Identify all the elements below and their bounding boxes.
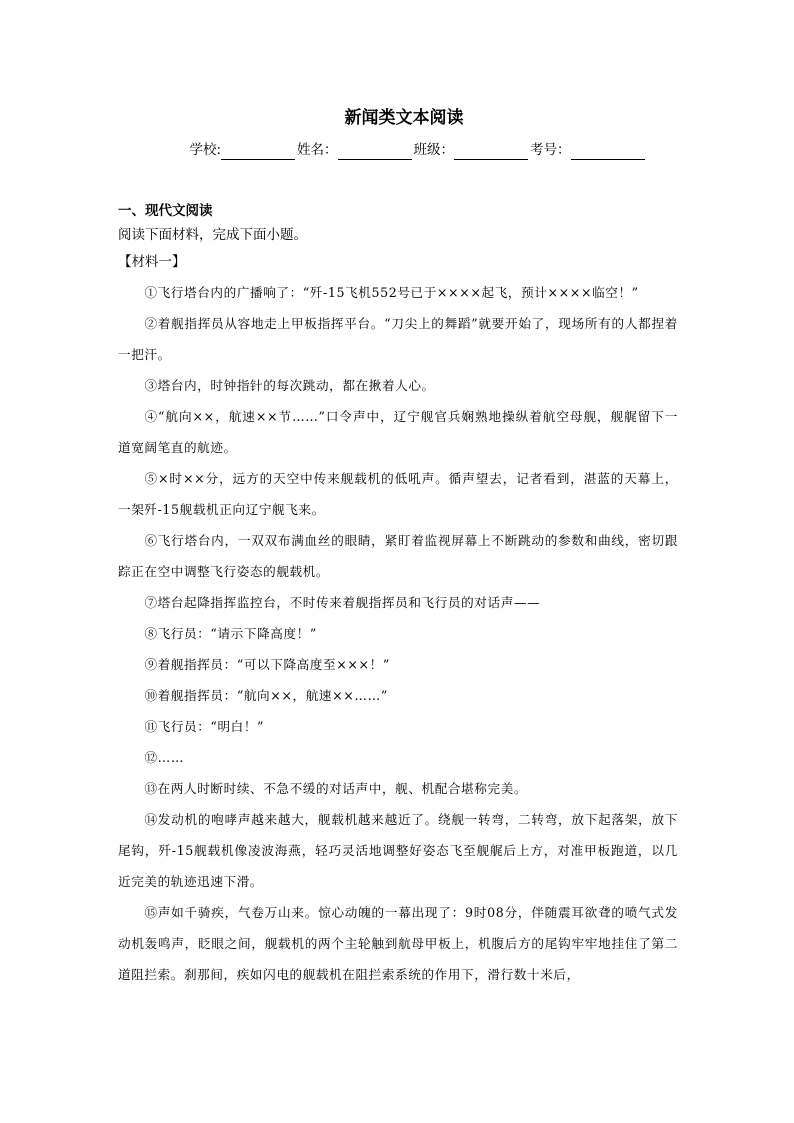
paragraph-text: 着舰指挥员：“可以下降高度至×××！” bbox=[157, 657, 390, 672]
school-blank[interactable] bbox=[221, 143, 295, 160]
paragraph-number: ⑩ bbox=[144, 688, 158, 703]
paragraph-text: ×时××分，远方的天空中传来舰载机的低吼声。循声望去，记者看到，湛蓝的天幕上，一架歼-15舰载机正向辽宁舰飞来。 bbox=[118, 471, 678, 517]
paragraph-text: “航向××，航速××节……”口令声中，辽宁舰官兵娴熟地操纵着航空母舰，舰艉留下一道宽阔笔直的航迹。 bbox=[118, 409, 678, 455]
paragraph-text: 着舰指挥员从容地走上甲板指挥平台。“刀尖上的舞蹈”就要开始了，现场所有的人都捏着一把汗。 bbox=[118, 316, 678, 362]
exam-number-blank[interactable] bbox=[571, 143, 645, 160]
paragraph-number: ⑪ bbox=[144, 719, 158, 734]
instruction-text: 阅读下面材料，完成下面小题。 bbox=[118, 227, 307, 243]
paragraph-number: ⑦ bbox=[144, 595, 158, 610]
paragraph-number: ① bbox=[144, 285, 158, 300]
paragraph-9 bbox=[118, 649, 678, 680]
exam-number-field bbox=[530, 140, 647, 160]
article-body bbox=[118, 277, 678, 990]
paragraph-text: 飞行员：“请示下降高度！” bbox=[157, 626, 317, 641]
school-label: 学校: bbox=[189, 142, 222, 158]
paragraph-2 bbox=[118, 308, 678, 370]
paragraph-text: 着舰指挥员：“航向××，航速××……” bbox=[157, 688, 388, 703]
student-info-row bbox=[118, 140, 678, 160]
paragraph-1 bbox=[118, 277, 678, 308]
paragraph-7 bbox=[118, 587, 678, 618]
paragraph-15 bbox=[118, 897, 678, 990]
section-heading: 一、现代文阅读 bbox=[118, 203, 213, 219]
paragraph-text: 发动机的咆哮声越来越大，舰载机越来越近了。绕舰一转弯，二转弯，放下起落架，放下尾钩，歼-15舰载机像凌波海燕，轻巧灵活地调整好姿态飞至舰艉后上方，对准甲板跑道，以几近完美的轨迹迅速下滑。 bbox=[118, 812, 678, 889]
paragraph-number: ⑭ bbox=[144, 812, 158, 827]
paragraph-number: ⑨ bbox=[144, 657, 158, 672]
paragraph-4 bbox=[118, 401, 678, 463]
paragraph-text: 飞行塔台内的广播响了：“歼-15飞机552号已于××××起飞，预计××××临空！” bbox=[157, 285, 639, 300]
page-title: 新闻类文本阅读 bbox=[344, 108, 464, 128]
paragraph-number: ⑬ bbox=[144, 781, 158, 796]
paragraph-12 bbox=[118, 742, 678, 773]
paragraph-number: ④ bbox=[144, 409, 159, 424]
name-blank[interactable] bbox=[338, 143, 412, 160]
school-field bbox=[189, 140, 297, 160]
class-blank[interactable] bbox=[454, 143, 528, 160]
material-label: 【材料一】 bbox=[118, 254, 186, 270]
paragraph-number: ② bbox=[144, 316, 158, 331]
paragraph-text: 在两人时断时续、不急不缓的对话声中，舰、机配合堪称完美。 bbox=[157, 781, 528, 796]
paragraph-3 bbox=[118, 370, 678, 401]
name-field bbox=[297, 140, 414, 160]
name-label: 姓名： bbox=[297, 142, 338, 158]
paragraph-5 bbox=[118, 463, 678, 525]
paragraph-number: ⑧ bbox=[144, 626, 158, 641]
paragraph-text: 塔台内，时钟指针的每次跳动，都在揪着人心。 bbox=[157, 378, 435, 393]
paragraph-number: ⑤ bbox=[144, 471, 158, 486]
paragraph-6 bbox=[118, 525, 678, 587]
paragraph-text: 声如千骑疾，气卷万山来。惊心动魄的一幕出现了：9时08分，伴随震耳欲聋的喷气式发动机轰鸣声，眨眼之间，舰载机的两个主轮触到航母甲板上，机腹后方的尾钩牢牢地挂住了第二道阻拦索。刹那间，疾如闪电的舰载机在阻拦索系统的作用下，滑行数十米后， bbox=[118, 905, 678, 982]
paragraph-number: ⑮ bbox=[144, 905, 158, 920]
paragraph-text: 飞行员：“明白！” bbox=[157, 719, 265, 734]
class-label: 班级： bbox=[413, 142, 455, 158]
paragraph-number: ⑫ bbox=[144, 750, 158, 765]
exam-page bbox=[118, 100, 678, 990]
paragraph-11 bbox=[118, 711, 678, 742]
paragraph-text: …… bbox=[157, 750, 185, 765]
exam-number-label: 考号： bbox=[530, 142, 571, 158]
paragraph-14 bbox=[118, 804, 678, 897]
paragraph-13 bbox=[118, 773, 678, 804]
paragraph-number: ⑥ bbox=[144, 533, 158, 548]
paragraph-text: 飞行塔台内，一双双布满血丝的眼睛，紧盯着监视屏幕上不断跳动的参数和曲线，密切跟踪正在空中调整飞行姿态的舰载机。 bbox=[118, 533, 678, 579]
paragraph-8 bbox=[118, 618, 678, 649]
paragraph-text: 塔台起降指挥监控台，不时传来着舰指挥员和飞行员的对话声—— bbox=[157, 595, 541, 610]
class-field bbox=[414, 140, 531, 160]
paragraph-number: ③ bbox=[144, 378, 158, 393]
paragraph-10 bbox=[118, 680, 678, 711]
